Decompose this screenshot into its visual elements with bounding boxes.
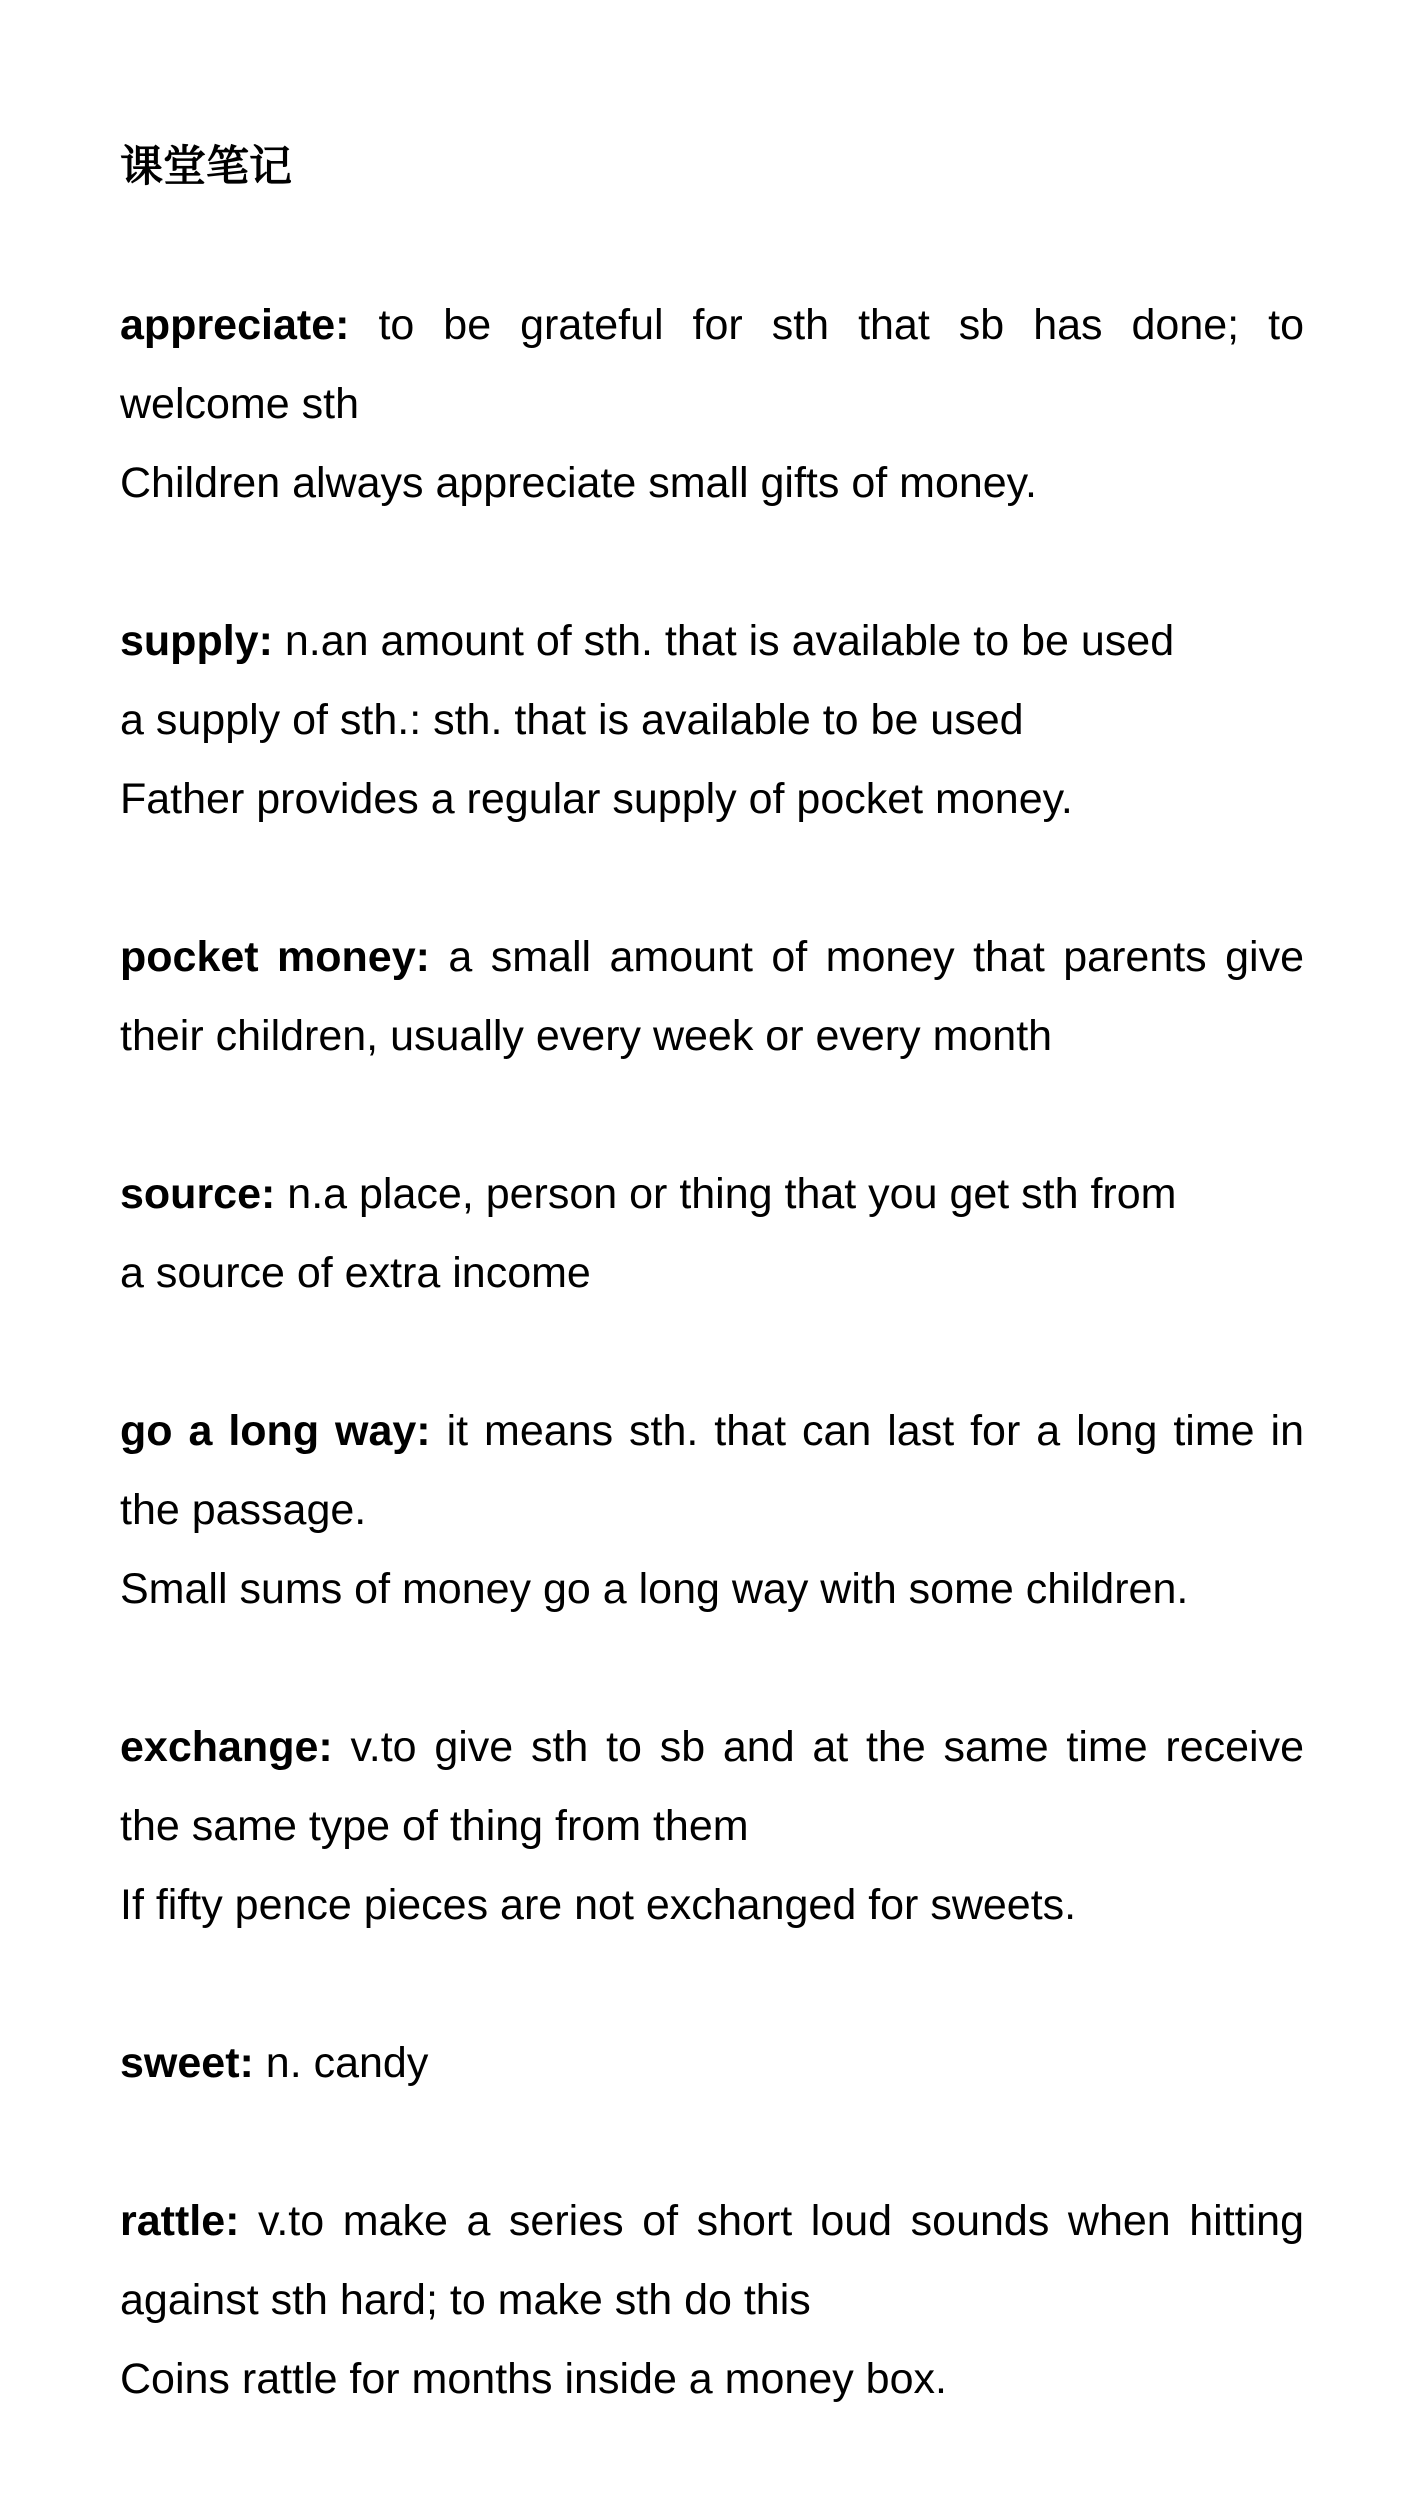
definition-line bbox=[120, 918, 1304, 1076]
vocab-definition: n.an amount of sth. that is available to be used bbox=[284, 617, 1175, 665]
vocab-definition: n. candy bbox=[265, 2039, 429, 2087]
example-sentence: Children always appreciate small gifts of money. bbox=[120, 459, 1037, 507]
vocab-entry bbox=[120, 2182, 1304, 2419]
vocab-term: appreciate: bbox=[120, 301, 350, 349]
definition-line bbox=[120, 1708, 1304, 1866]
definition-line bbox=[120, 602, 1304, 681]
vocab-entry bbox=[120, 918, 1304, 1076]
vocab-definition: n.a place, person or thing that you get sth from bbox=[287, 1170, 1177, 1218]
vocab-entry bbox=[120, 2024, 1304, 2103]
definition-line bbox=[120, 2024, 1304, 2103]
vocab-term: exchange: bbox=[120, 1723, 333, 1771]
vocab-term: pocket money: bbox=[120, 933, 430, 981]
definition-line bbox=[120, 1155, 1304, 1234]
vocab-entry bbox=[120, 286, 1304, 523]
example-sentence: Coins rattle for months inside a money box. bbox=[120, 2355, 947, 2403]
notes-page bbox=[120, 128, 1304, 2498]
vocab-definition: it means sth. that can last for a long time in the passage. bbox=[120, 1407, 1304, 1534]
example-sentence: Father provides a regular supply of pocket money. bbox=[120, 775, 1073, 823]
vocab-term: source: bbox=[120, 1170, 276, 1218]
vocab-definition: v.to give sth to sb and at the same time receive the same type of thing from them bbox=[120, 1723, 1305, 1850]
vocab-term: supply: bbox=[120, 617, 273, 665]
vocab-term: sweet: bbox=[120, 2039, 254, 2087]
vocab-definition: a small amount of money that parents give their children, usually every week or every month bbox=[120, 933, 1304, 1060]
example-sentence: If fifty pence pieces are not exchanged for sweets. bbox=[120, 1881, 1077, 1929]
vocab-term: rattle: bbox=[120, 2197, 240, 2245]
example-sentence: a supply of sth.: sth. that is available to be used bbox=[120, 696, 1024, 744]
definition-line bbox=[120, 286, 1304, 444]
page-title: 课堂笔记 bbox=[120, 143, 292, 191]
vocab-definition: v.to make a series of short loud sounds when hitting against sth hard; to make sth do this bbox=[120, 2197, 1304, 2324]
vocabulary-list bbox=[120, 286, 1304, 2419]
vocab-definition: to be grateful for sth that sb has done; to welcome sth bbox=[120, 301, 1304, 428]
definition-line bbox=[120, 2182, 1304, 2340]
example-sentence: Small sums of money go a long way with some children. bbox=[120, 1565, 1189, 1613]
vocab-entry bbox=[120, 1708, 1304, 1945]
vocab-entry bbox=[120, 1155, 1304, 1313]
vocab-term: go a long way: bbox=[120, 1407, 431, 1455]
definition-line bbox=[120, 1392, 1304, 1550]
vocab-entry bbox=[120, 602, 1304, 839]
vocab-entry bbox=[120, 1392, 1304, 1629]
example-sentence: a source of extra income bbox=[120, 1249, 591, 1297]
